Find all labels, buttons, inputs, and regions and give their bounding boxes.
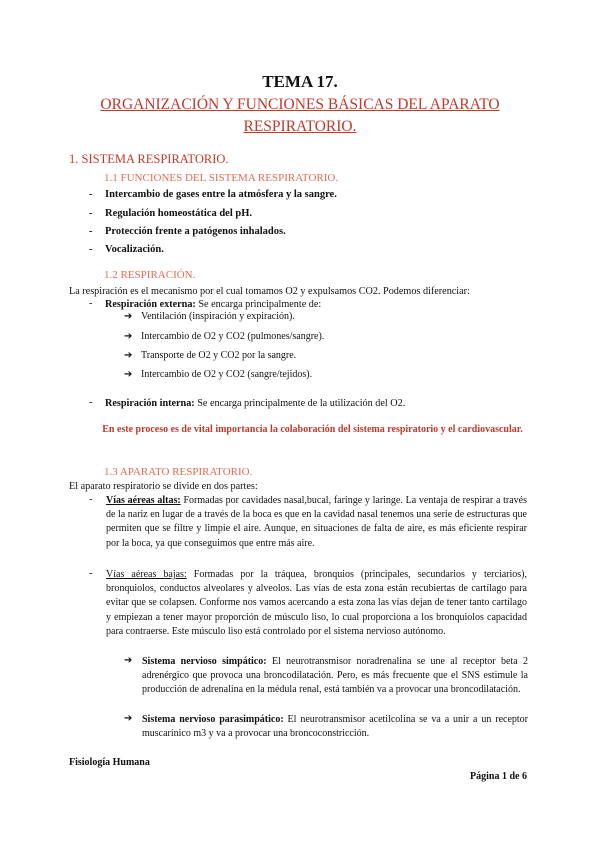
- topic-number: TEMA 17.: [262, 72, 338, 91]
- sub-list-text: Intercambio de O2 y CO2 (sangre/tejidos).: [141, 369, 313, 380]
- section-1-3-heading: 1.3 APARATO RESPIRATORIO.: [104, 466, 253, 478]
- list-item-text: Protección frente a patógenos inhalados.: [105, 226, 286, 237]
- external-respiration-item: [105, 298, 321, 311]
- term-text: Se encarga principalmente de la utilización del O2.: [194, 398, 406, 409]
- arrow-icon: ➔: [124, 331, 133, 342]
- term-text: El neurotransmisor noradrenalina se une al receptor beta 2 adrenérgico que provoca una broncodilatación. Pero, es más frecuente que el SNS estimule la producción de adrenalina en la médula renal, está también va a provocar una broncodilatación.: [142, 656, 528, 696]
- sub-list-text: Transporte de O2 y CO2 por la sangre.: [141, 350, 297, 361]
- term-text: Formadas por cavidades nasal,bucal, faringe y laringe. La ventaja de respirar a través de la nariz en lugar de a través de la boca es que en la cavidad nasal tenemos una serie de estructuras que permiten que se filtre y limpie el aire. Aunque, en situaciones de falta de aire, es más eficiente respirar por la boca, ya que conseguimos que entre más aire.: [106, 495, 528, 549]
- dash-bullet: -: [89, 208, 93, 219]
- dash-bullet: -: [89, 226, 93, 237]
- dash-bullet: -: [89, 397, 93, 408]
- internal-respiration-item: [105, 397, 405, 410]
- parasympathetic-item: [142, 713, 528, 741]
- list-item-text: Regulación homeostática del pH.: [105, 208, 252, 219]
- paragraph: La respiración es el mecanismo por el cual tomamos O2 y expulsamos CO2. Podemos diferenciar:: [69, 286, 470, 297]
- section-1-1-heading: 1.1 FUNCIONES DEL SISTEMA RESPIRATORIO.: [104, 172, 339, 184]
- footer-subject: Fisiología Humana: [69, 757, 150, 768]
- arrow-icon: ➔: [124, 369, 133, 380]
- term-text: Formadas por la tráquea, bronquios (principales, secundarios y terciarios), bronquiolos, conductos alveolares y alveolos. Las vías de esta zona están recubiertas de cartílago para evitar que se colapsen. Conforme nos vamos acercando a esta zona las vías dejan de tener tanto cartílago y empiezan a tener mayor proporción de músculo liso, lo cual proporciona a los bronquiolos capacidad para contraerse. Este músculo liso está controlado por el sistema nervioso autónomo.: [106, 569, 527, 637]
- sympathetic-item: [142, 655, 528, 698]
- page-number: Página 1 de 6: [470, 771, 527, 782]
- dash-bullet: -: [89, 298, 93, 309]
- dash-bullet: -: [89, 568, 93, 579]
- highlight-note: En este proceso es de vital importancia la colaboración del sistema respiratorio y el cardiovascular.: [102, 424, 523, 435]
- sub-list-text: Intercambio de O2 y CO2 (pulmones/sangre).: [141, 331, 325, 342]
- sub-list-text: Ventilación (inspiración y expiración).: [141, 311, 295, 322]
- term-text: Se encarga principalmente de:: [195, 299, 322, 310]
- term-label: Sistema nervioso simpático:: [142, 656, 267, 667]
- term-label: Vías aéreas bajas:: [106, 569, 187, 580]
- document-title: ORGANIZACIÓN Y FUNCIONES BÁSICAS DEL APARATO RESPIRATORIO.: [100, 96, 500, 135]
- term-text: El neurotransmisor acetilcolina se va a unir a un receptor muscarínico m3 y va a provocar una broncoconstricción.: [142, 714, 528, 740]
- list-item-text: Intercambio de gases entre la atmósfera y la sangre.: [105, 189, 337, 200]
- term-label: Vías aéreas altas:: [106, 495, 181, 506]
- arrow-icon: ➔: [124, 350, 133, 361]
- dash-bullet: -: [89, 494, 93, 505]
- paragraph: El aparato respiratorio se divide en dos partes:: [69, 481, 258, 492]
- list-item-text: Vocalización.: [105, 244, 164, 255]
- term-label: Respiración externa:: [105, 299, 196, 310]
- section-1-heading: 1. SISTEMA RESPIRATORIO.: [69, 152, 229, 166]
- dash-bullet: -: [89, 244, 93, 255]
- term-label: Respiración interna:: [105, 398, 195, 409]
- arrow-icon: ➔: [124, 713, 133, 724]
- term-label: Sistema nervioso parasimpático:: [142, 714, 284, 725]
- lower-airways-item: [106, 568, 527, 639]
- arrow-icon: ➔: [124, 311, 133, 322]
- dash-bullet: -: [89, 189, 93, 200]
- section-1-2-heading: 1.2 RESPIRACIÓN.: [104, 269, 196, 281]
- upper-airways-item: [106, 494, 527, 551]
- arrow-icon: ➔: [124, 655, 133, 666]
